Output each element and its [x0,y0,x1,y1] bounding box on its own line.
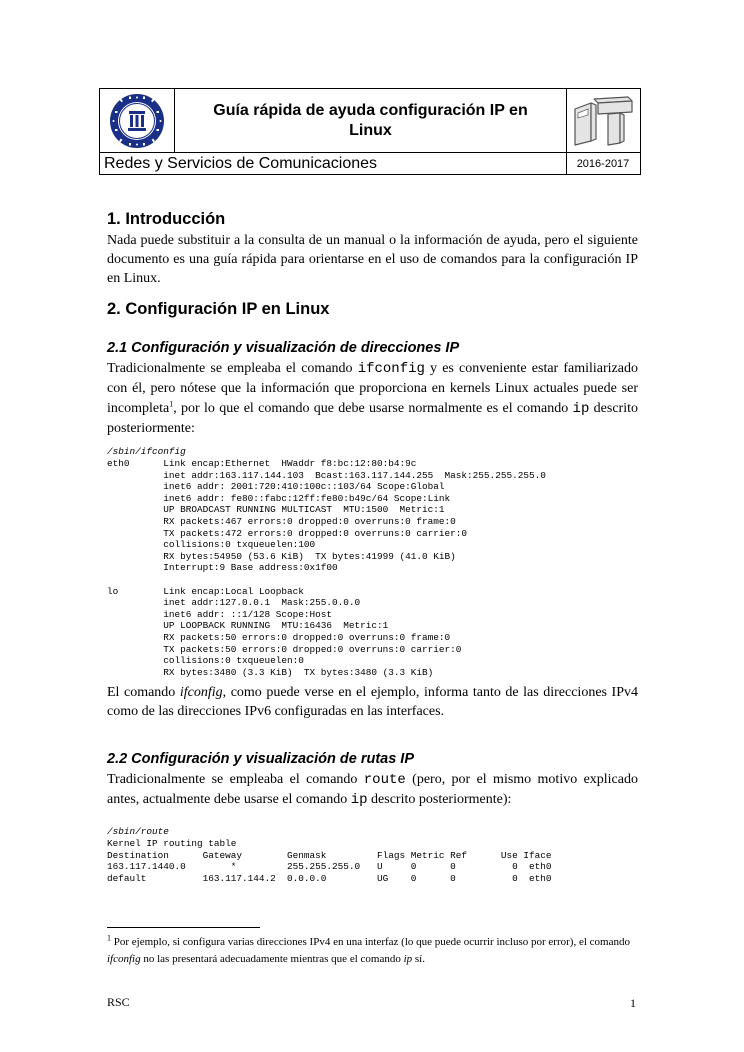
section-1-heading: 1. Introducción [107,210,226,228]
footnote-number: 1 [107,933,111,943]
footnote [107,934,638,968]
section-2-2-paragraph [107,770,638,810]
section-2-1-paragraph [107,359,638,439]
ifconfig-italic: ifconfig [179,685,223,700]
route-command: route [363,772,406,788]
section-2-1-heading: 2.1 Configuración y visualización de direcciones IP [107,340,460,356]
header-table [99,88,641,175]
s21-p1-text-a: Tradicionalmente se empleaba el comando [107,361,358,376]
ifconfig-path: /sbin/ifconfig [107,446,186,457]
it-logo [572,95,634,147]
section-1-paragraph: Nada puede substituir a la consulta de un manual o la información de ayuda, pero el siguiente documento es una guía rápida para orientarse en el uso de comandos para la configuración IP en Linux. [107,233,638,286]
s21-p1-text-b: y es conveniente estar familiarizado con él, pero nótese que la información que proporciona en kernels Linux actuales puede ser incompleta [107,361,638,416]
academic-year: 2016-2017 [576,158,630,170]
university-seal-logo [108,92,166,150]
course-name: Redes y Servicios de Comunicaciones [104,155,378,172]
section-2-1-paragraph-2 [107,683,638,721]
document-title-line2: Linux [349,122,392,139]
section-2-2-heading: 2.2 Configuración y visualización de rutas IP [107,751,414,767]
ip-command-2: ip [350,792,368,808]
footnote-text-a: Por ejemplo, si configura varias direcciones IPv4 en una interfaz (lo que puede ocurrir incluso por error), el comando [111,936,630,948]
route-path: /sbin/route [107,826,169,837]
footnote-separator [107,927,260,928]
ip-command: ip [572,401,590,417]
s22-p1-text-c: descrito posteriormente): [367,792,512,807]
footnote-text-c: sí. [412,953,425,965]
footer-left: RSC [107,995,130,1009]
section-2-heading: 2. Configuración IP en Linux [107,300,330,318]
ifconfig-command: ifconfig [357,361,425,377]
s21-p1-text-c: , por lo que el comando que debe usarse normalmente es el comando [173,401,573,416]
s21-p2-text-b: , como puede verse en el ejemplo, informa tanto de las direcciones IPv4 como de las direcciones IPv6 configuradas en las interfaces. [107,685,638,719]
document-title-line1: Guía rápida de ayuda configuración IP en [213,102,528,119]
ifconfig-output: eth0 Link encap:Ethernet HWaddr f8:bc:12:80:b4:9c inet addr:163.117.144.103 Bcast:163.117.144.255 Mask:255.255.255.0 inet6 addr: 2001:720:410:100c::103/64 Scope:Global inet6 addr: fe80::fabc:12ff:fe80:b49c/64 Scope:Link UP BROADCAST RUNNING MULTICAST MTU:1500 Metric:1 RX packets:467 errors:0 dropped:0 overruns:0 frame:0 TX packets:472 errors:0 dropped:0 overruns:0 carrier:0 collisions:0 txqueuelen:100 RX bytes:54950 (53.6 KiB) TX bytes:41999 (41.0 KiB) Interrupt:9 Base address:0x1f00 lo Link encap:Local Loopback inet addr:127.0.0.1 Mask:255.0.0.0 inet6 addr: ::1/128 Scope:Host UP LOOPBACK RUNNING MTU:16436 Metric:1 RX packets:50 errors:0 dropped:0 overruns:0 frame:0 TX packets:50 errors:0 dropped:0 overruns:0 carrier:0 collisions:0 txqueuelen:0 RX bytes:3480 (3.3 KiB) TX bytes:3480 (3.3 KiB) [107,458,546,678]
footnote-ifconfig: ifconfig [107,953,141,965]
page-number: 1 [630,996,636,1010]
s22-p1-text-a: Tradicionalmente se empleaba el comando [107,772,364,787]
route-output: Kernel IP routing table Destination Gateway Genmask Flags Metric Ref Use Iface 163.117.1440.0 * 255.255.255.0 U 0 0 0 eth0 default 163.117.144.2 0.0.0.0 UG 0 0 0 eth0 [107,838,552,884]
document-title [175,101,566,141]
s22-p1-text-b: (pero, por el mismo motivo explicado antes, actualmente debe usarse el comando [107,772,638,807]
s21-p1-text-d: descrito posteriormente: [107,401,638,436]
header-divider-h [100,152,640,153]
footnote-text-b: no las presentará adecuadamente mientras que el comando [140,953,404,965]
s21-p2-text-a: El comando [107,685,180,700]
footnote-ref-1: 1 [169,399,174,409]
footnote-ip: ip [403,953,413,965]
